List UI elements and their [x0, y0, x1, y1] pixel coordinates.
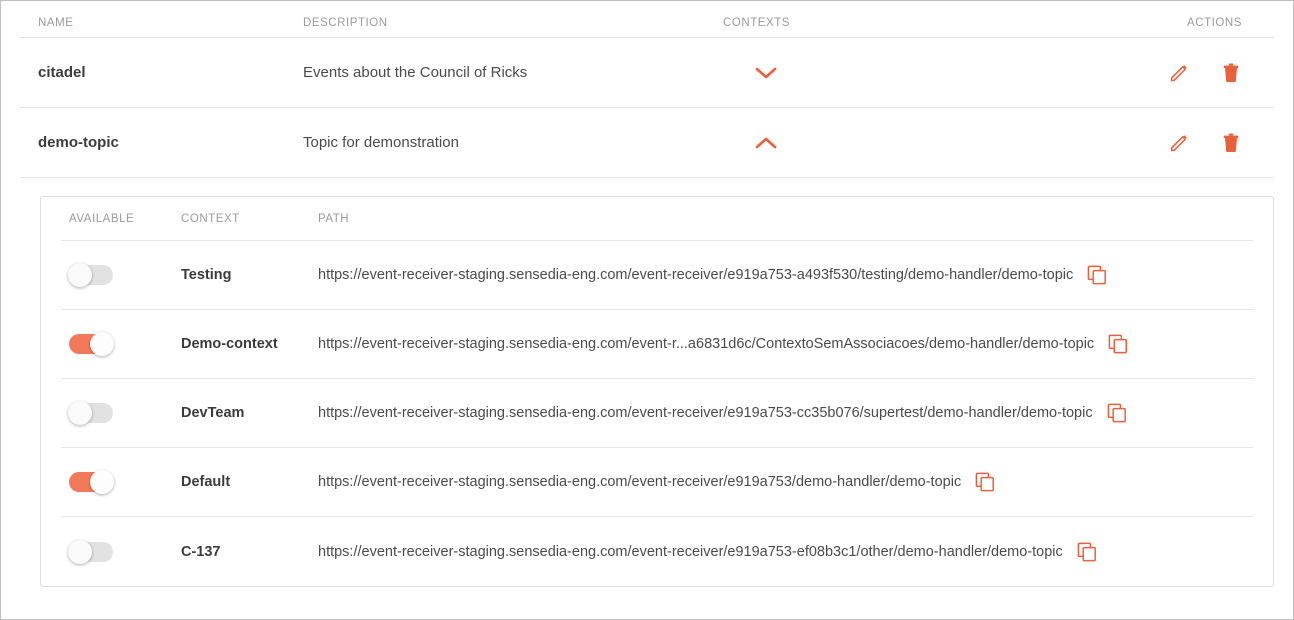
chevron-down-icon[interactable] — [753, 64, 779, 82]
availability-toggle[interactable] — [69, 542, 113, 562]
delete-icon[interactable] — [1220, 132, 1242, 154]
context-path-cell — [318, 542, 1253, 562]
column-header-contexts: CONTEXTS — [723, 16, 791, 29]
list-item — [61, 517, 1253, 586]
topics-table — [20, 0, 1274, 178]
availability-cell — [69, 403, 181, 423]
copy-icon[interactable] — [1077, 542, 1097, 562]
context-path-cell — [318, 403, 1253, 423]
context-name: Testing — [181, 267, 232, 283]
availability-toggle[interactable] — [69, 472, 113, 492]
copy-icon[interactable] — [1107, 403, 1127, 423]
copy-icon[interactable] — [1087, 265, 1107, 285]
chevron-up-icon[interactable] — [753, 134, 779, 152]
context-path-cell — [318, 265, 1253, 285]
copy-icon[interactable] — [975, 472, 995, 492]
list-item — [61, 448, 1253, 517]
column-header-name: NAME — [38, 16, 74, 29]
list-item — [61, 379, 1253, 448]
availability-cell — [69, 472, 181, 492]
context-path: https://event-receiver-staging.sensedia-eng.com/event-receiver/e919a753-cc35b076/supertest/demo-handler/demo-topic — [318, 405, 1093, 421]
topic-description: Events about the Council of Ricks — [303, 64, 528, 81]
availability-toggle[interactable] — [69, 265, 113, 285]
delete-icon[interactable] — [1220, 62, 1242, 84]
availability-toggle[interactable] — [69, 403, 113, 423]
context-column-header-context: CONTEXT — [181, 212, 240, 225]
context-path-cell — [318, 472, 1253, 492]
list-item — [61, 241, 1253, 310]
context-path: https://event-receiver-staging.sensedia-eng.com/event-receiver/e919a753-ef08b3c1/other/demo-handler/demo-topic — [318, 543, 1063, 560]
contexts-header-row — [61, 197, 1253, 241]
context-path: https://event-receiver-staging.sensedia-eng.com/event-receiver/e919a753-a493f530/testing/demo-handler/demo-topic — [318, 267, 1074, 283]
context-name: Demo-context — [181, 336, 278, 352]
edit-icon[interactable] — [1168, 62, 1190, 84]
table-row — [20, 108, 1274, 178]
context-path: https://event-receiver-staging.sensedia-eng.com/event-r...a6831d6c/ContextoSemAssociacoes/demo-handler/demo-topic — [318, 336, 1095, 352]
topic-name: citadel — [38, 64, 86, 81]
availability-cell — [69, 542, 181, 562]
context-name: C-137 — [181, 543, 221, 560]
availability-cell — [69, 334, 181, 354]
context-column-header-path: PATH — [318, 212, 350, 225]
context-name: DevTeam — [181, 405, 245, 421]
column-header-description: DESCRIPTION — [303, 16, 388, 29]
topic-name: demo-topic — [38, 134, 119, 151]
topic-actions-cell — [1123, 62, 1256, 84]
table-header-row — [20, 8, 1274, 38]
table-row — [20, 38, 1274, 108]
context-path: https://event-receiver-staging.sensedia-eng.com/event-receiver/e919a753/demo-handler/demo-topic — [318, 474, 962, 490]
copy-icon[interactable] — [1108, 334, 1128, 354]
availability-toggle[interactable] — [69, 334, 113, 354]
topic-actions-cell — [1123, 132, 1256, 154]
availability-cell — [69, 265, 181, 285]
topic-description: Topic for demonstration — [303, 134, 459, 151]
context-column-header-available: AVAILABLE — [69, 212, 135, 225]
edit-icon[interactable] — [1168, 132, 1190, 154]
topic-contexts-cell — [723, 134, 1123, 152]
column-header-actions: ACTIONS — [1187, 16, 1242, 29]
topic-contexts-cell — [723, 64, 1123, 82]
list-item — [61, 310, 1253, 379]
contexts-panel — [40, 196, 1274, 587]
context-name: Default — [181, 474, 231, 490]
context-path-cell — [318, 334, 1253, 354]
